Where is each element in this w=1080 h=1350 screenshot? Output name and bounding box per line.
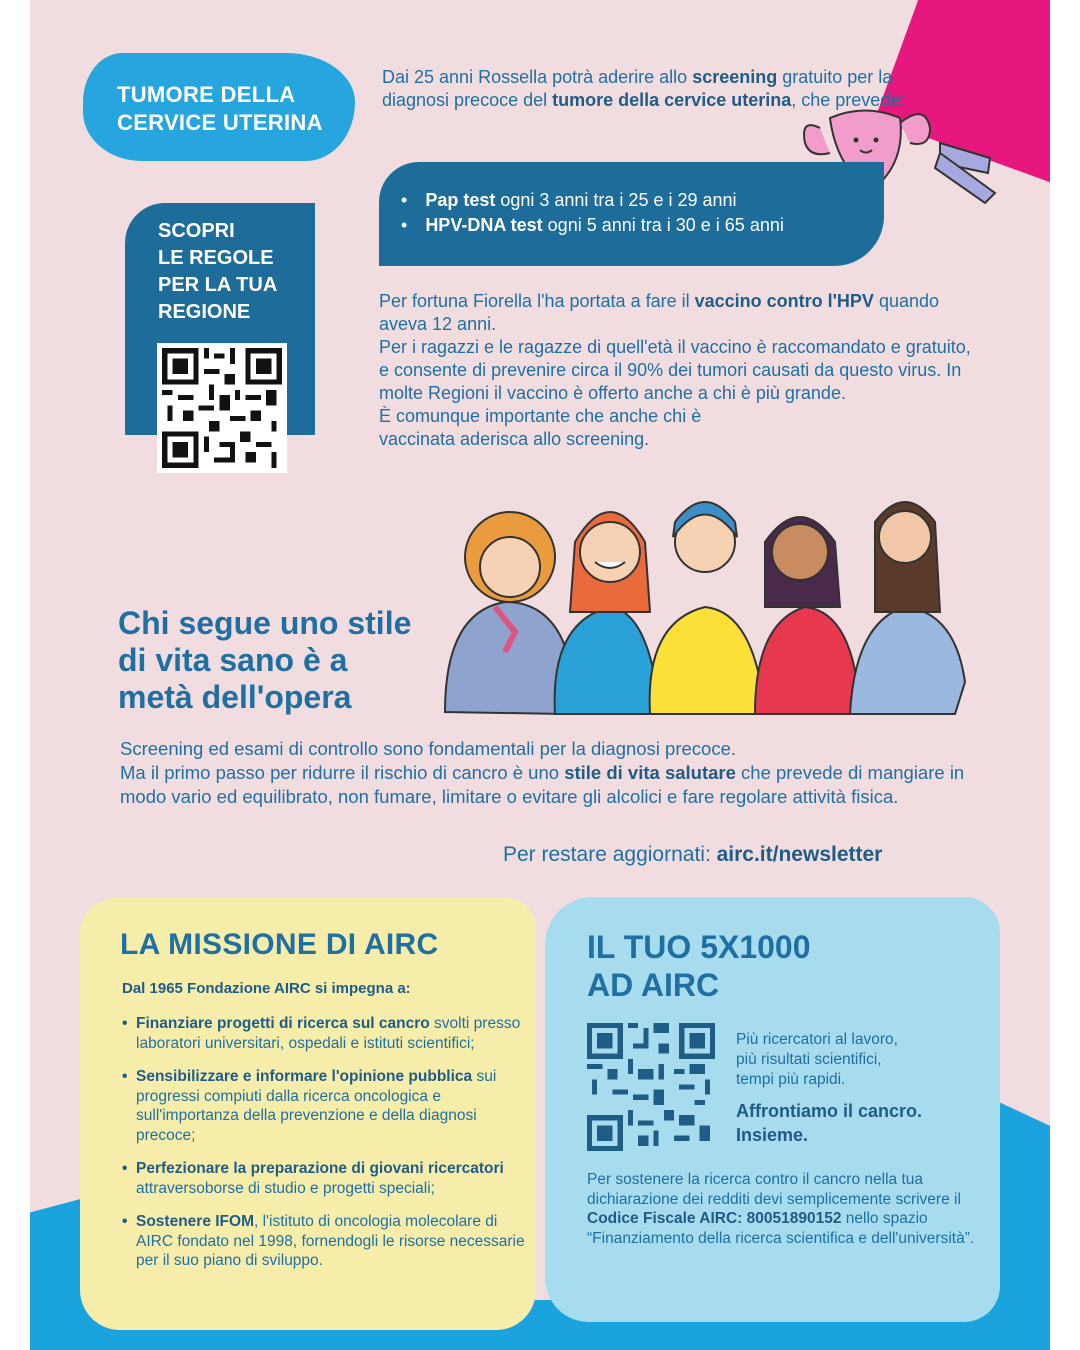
lifestyle-paragraph bbox=[120, 737, 980, 809]
vaccine-text-1: Per fortuna Fiorella l'ha portata a fare il bbox=[379, 291, 695, 311]
lifestyle-text-3: che prevede di mangiare in modo vario ed equilibrato, non fumare, limitare o evitare gli alcolici e fare regolare attività fisica. bbox=[120, 762, 965, 807]
intro-text-2: gratuito per la diagnosi precoce del bbox=[382, 67, 893, 110]
mission-item-bold: Sostenere IFOM bbox=[136, 1213, 254, 1230]
section-title bbox=[117, 81, 347, 137]
mission-item-text: sui progressi compiuti dalla ricerca oncologica e sull'importanza della prevenzione e della diagnosi precoce; bbox=[136, 1068, 497, 1144]
test-item-pap bbox=[401, 188, 784, 213]
x1000-instructions bbox=[587, 1170, 982, 1248]
test-name: HPV-DNA test bbox=[425, 215, 543, 235]
x1000-benefits bbox=[736, 1030, 976, 1090]
x1000-qr-code[interactable] bbox=[587, 1023, 715, 1151]
test-name: Pap test bbox=[425, 190, 496, 210]
mission-item-bold: Sensibilizzare e informare l'opinione pubblica bbox=[136, 1068, 473, 1085]
vaccine-text-3: Per i ragazzi e le ragazze di quell'età il vaccino è raccomandato e gratuito, e consente di prevenire circa il 90% dei tumori causati da questo virus. In molte Regioni il vaccino è offerto anche a chi è più grande. bbox=[379, 337, 971, 403]
rules-line1: SCOPRI bbox=[158, 220, 235, 242]
women-group-illustration bbox=[435, 482, 980, 722]
regional-rules-qr-code[interactable] bbox=[157, 343, 287, 473]
rules-line2: LE REGOLE bbox=[158, 247, 274, 269]
section-title-badge bbox=[83, 53, 355, 161]
x1000-title-line2: AD AIRC bbox=[587, 967, 720, 1003]
benefit-line3: tempi più rapidi. bbox=[736, 1071, 846, 1088]
lifestyle-bold: stile di vita salutare bbox=[564, 762, 736, 783]
lifestyle-heading-line1: Chi segue uno stile bbox=[118, 605, 412, 641]
lifestyle-heading-line3: metà dell'opera bbox=[118, 679, 352, 715]
newsletter-link[interactable]: airc.it/newsletter bbox=[716, 843, 883, 866]
intro-bold-2: tumore della cervice uterina bbox=[552, 90, 792, 110]
rules-line3: PER LA TUA bbox=[158, 274, 278, 296]
mission-list bbox=[122, 1014, 532, 1285]
newsletter-label: Per restare aggiornati: bbox=[503, 843, 717, 866]
lifestyle-heading bbox=[118, 605, 458, 716]
tagline-line2: Insieme. bbox=[736, 1125, 809, 1145]
tests-list bbox=[401, 188, 784, 238]
intro-bold-1: screening bbox=[692, 67, 778, 87]
mission-subtitle: Dal 1965 Fondazione AIRC si impegna a: bbox=[122, 980, 411, 997]
x1000-title bbox=[587, 928, 967, 1004]
mission-item-text: , l'istituto di oncologia molecolare di AIRC fondato nel 1998, fornendogli le risorse necessarie per il suo piano di sviluppo. bbox=[136, 1213, 525, 1269]
mission-item-bold: Perfezionare la preparazione di giovani ricercatori bbox=[136, 1160, 504, 1177]
vaccine-text-2: quando aveva 12 anni. bbox=[379, 291, 940, 334]
intro-text-1: Dai 25 anni Rossella potrà aderire allo bbox=[382, 67, 693, 87]
mission-item bbox=[122, 1212, 532, 1271]
x1000-tagline bbox=[736, 1099, 976, 1147]
x1000-title-line1: IL TUO 5X1000 bbox=[587, 929, 811, 965]
lifestyle-text-2: Ma il primo passo per ridurre il rischio di cancro è uno bbox=[120, 762, 565, 783]
qr-code-icon bbox=[587, 1023, 715, 1151]
benefit-line2: più risultati scientifici, bbox=[736, 1051, 882, 1068]
rules-line4: REGIONE bbox=[158, 301, 251, 323]
vaccine-text-4: È comunque importante che anche chi è vaccinata aderisca allo screening. bbox=[379, 406, 702, 449]
section-title-line2: CERVICE UTERINA bbox=[117, 110, 323, 135]
mission-item bbox=[122, 1067, 532, 1145]
poster-page bbox=[30, 0, 1050, 1350]
qr-code-icon bbox=[157, 343, 287, 473]
section-title-line1: TUMORE DELLA bbox=[117, 82, 296, 107]
test-detail: ogni 3 anni tra i 25 e i 29 anni bbox=[495, 190, 737, 210]
mission-title: LA MISSIONE DI AIRC bbox=[120, 928, 439, 961]
x1000-text-2: nello spazio “Finanziamento della ricerca scientifica e dell'università”. bbox=[587, 1210, 975, 1247]
newsletter-line bbox=[503, 843, 963, 867]
tagline-line1: Affrontiamo il cancro. bbox=[736, 1101, 923, 1121]
mission-item bbox=[122, 1014, 532, 1053]
benefit-line1: Più ricercatori al lavoro, bbox=[736, 1031, 898, 1048]
lifestyle-heading-line2: di vita sano è a bbox=[118, 642, 348, 678]
mission-item-text: svolti presso laboratori universitari, ospedali e istituti scientifici; bbox=[136, 1015, 521, 1052]
fiscal-code: Codice Fiscale AIRC: 80051890152 bbox=[587, 1210, 842, 1227]
vaccine-paragraph bbox=[379, 290, 979, 451]
tests-panel bbox=[379, 162, 884, 266]
x1000-text-1: Per sostenere la ricerca contro il cancro nella tua dichiarazione dei redditi devi semplicemente scrivere il bbox=[587, 1171, 961, 1208]
test-item-hpv bbox=[401, 213, 784, 238]
lifestyle-text-1: Screening ed esami di controllo sono fondamentali per la diagnosi precoce. bbox=[120, 738, 737, 759]
mission-item bbox=[122, 1159, 532, 1198]
vaccine-bold: vaccino contro l'HPV bbox=[694, 291, 874, 311]
mission-item-text: attraversoborse di studio e progetti speciali; bbox=[136, 1179, 435, 1197]
test-detail: ogni 5 anni tra i 30 e i 65 anni bbox=[542, 215, 784, 235]
regional-rules-label bbox=[158, 218, 318, 326]
intro-text-3: , che prevede: bbox=[791, 90, 906, 110]
mission-item-bold: Finanziare progetti di ricerca sul cancro bbox=[136, 1015, 430, 1032]
